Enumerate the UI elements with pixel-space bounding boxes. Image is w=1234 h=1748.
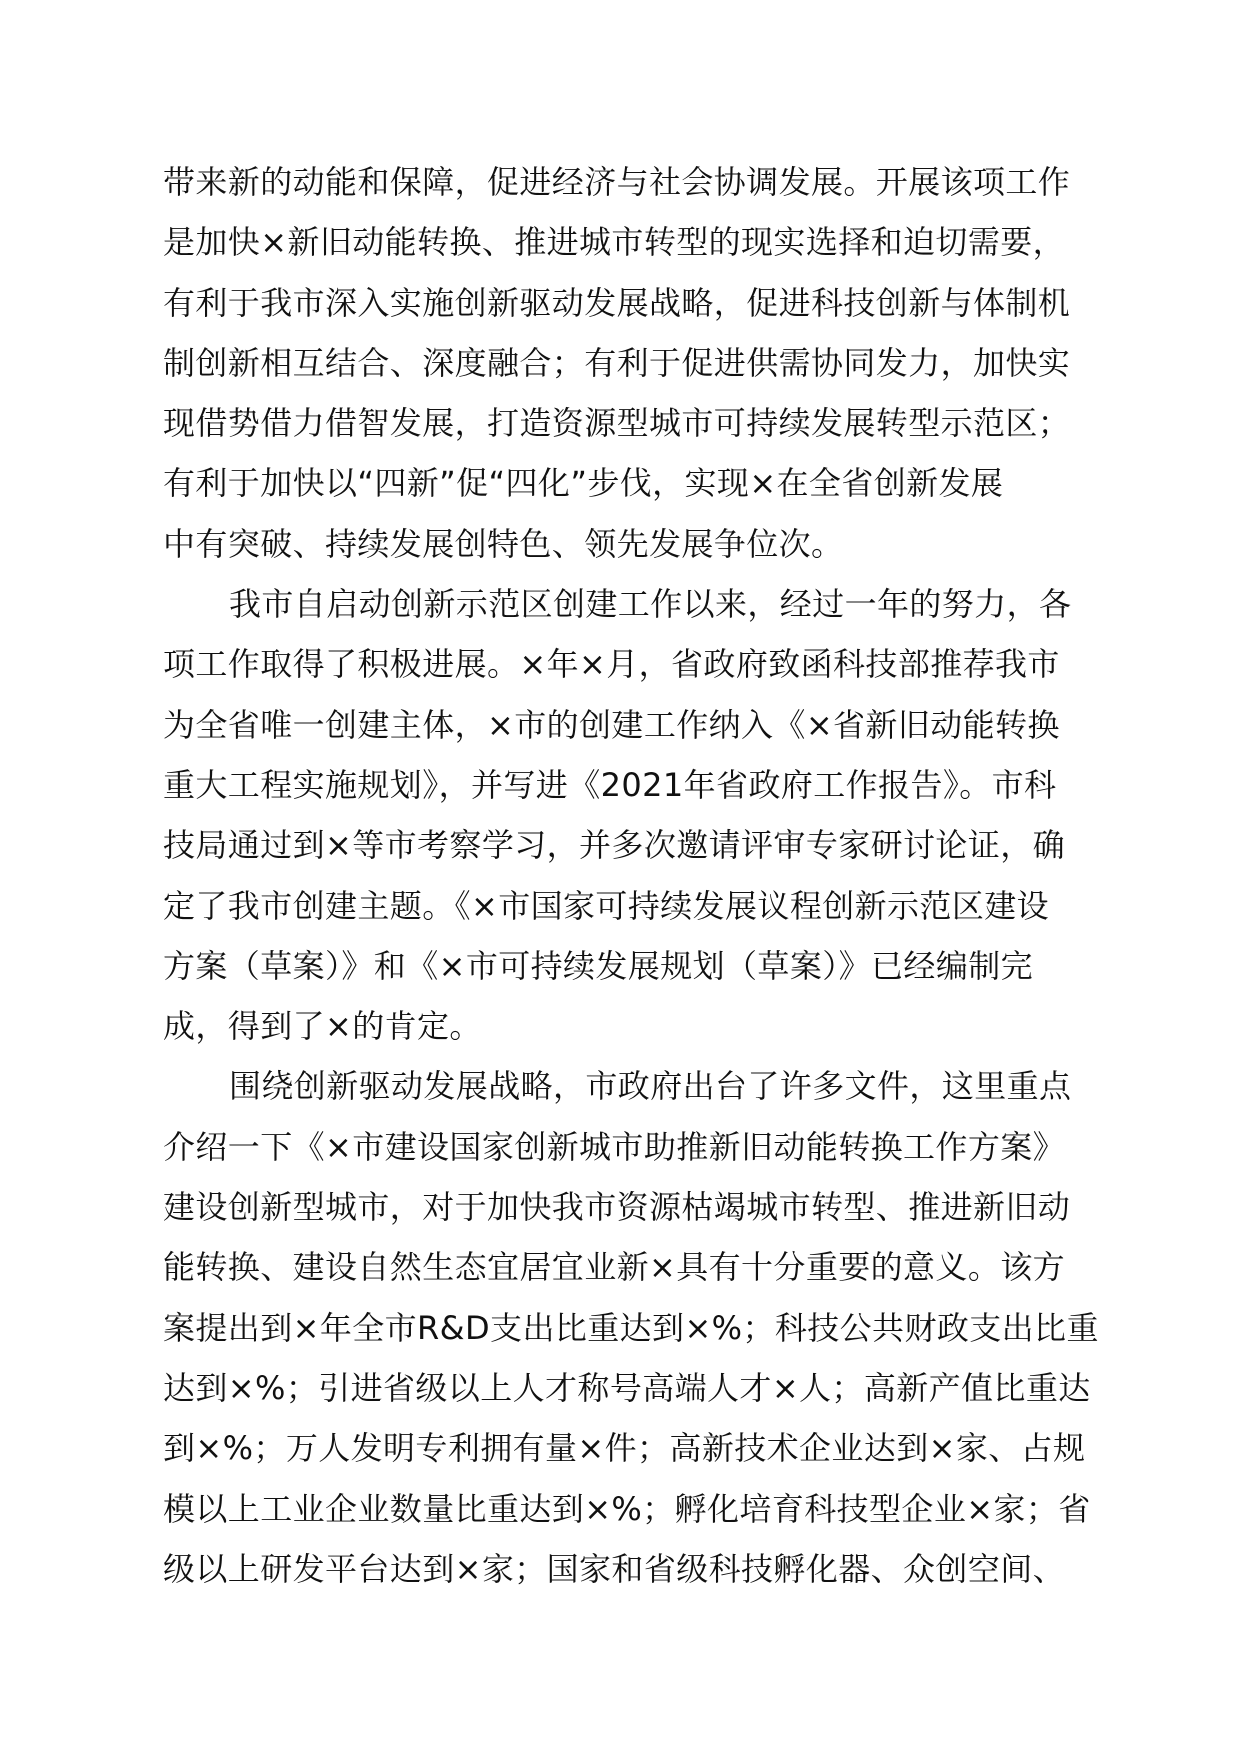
text-line: 案提出到×年全市R&D支出比重达到×%；科技公共财政支出比重	[163, 1308, 1099, 1347]
text-line: 围绕创新驱动发展战略，市政府出台了许多文件，这里重点	[229, 1067, 1072, 1106]
text-line: 技局通过到×等市考察学习，并多次邀请评审专家研讨论证，确	[163, 826, 1066, 865]
text-line: 到×%；万人发明专利拥有量×件；高新技术企业达到×家、占规	[163, 1429, 1086, 1468]
text-line: 项工作取得了积极进展。×年×月，省政府致函科技部推荐我市	[163, 645, 1060, 684]
text-line: 模以上工业企业数量比重达到×%；孵化培育科技型企业×家；省	[163, 1489, 1091, 1528]
text-line: 能转换、建设自然生态宜居宜业新×具有十分重要的意义。该方	[163, 1248, 1066, 1287]
text-line: 方案（草案）》和《×市可持续发展规划（草案）》已经编制完	[163, 946, 1034, 985]
paragraph-3	[163, 1056, 1113, 1599]
text-line: 重大工程实施规划》，并写进《2021年省政府工作报告》。市科	[163, 765, 1057, 804]
text-line: 为全省唯一创建主体，×市的创建工作纳入《×省新旧动能转换	[163, 705, 1060, 744]
text-line: 制创新相互结合、深度融合；有利于促进供需协同发力，加快实	[163, 343, 1071, 382]
text-line: 介绍一下《×市建设国家创新城市助推新旧动能转换工作方案》	[163, 1127, 1066, 1166]
text-line: 我市自启动创新示范区创建工作以来，经过一年的努力，各	[229, 585, 1072, 624]
text-line: 现借势借力借智发展，打造资源型城市可持续发展转型示范区；	[163, 404, 1071, 443]
text-line: 达到×%；引进省级以上人才称号高端人才×人；高新产值比重达	[163, 1368, 1091, 1407]
text-line: 是加快×新旧动能转换、推进城市转型的现实选择和迫切需要，	[163, 223, 1066, 262]
text-line: 有利于加快以“四新”促“四化”步伐，实现×在全省创新发展	[163, 464, 1004, 503]
text-line: 有利于我市深入实施创新驱动发展战略，促进科技创新与体制机	[163, 283, 1071, 322]
text-line: 成，得到了×的肯定。	[163, 1007, 482, 1046]
text-line: 建设创新型城市，对于加快我市资源枯竭城市转型、推进新旧动	[163, 1188, 1071, 1227]
text-line: 中有突破、持续发展创特色、领先发展争位次。	[163, 524, 844, 563]
body-text	[163, 152, 1113, 1599]
text-line: 级以上研发平台达到×家；国家和省级科技孵化器、众创空间、	[163, 1549, 1066, 1588]
text-line: 带来新的动能和保障，促进经济与社会协调发展。开展该项工作	[163, 163, 1071, 201]
paragraph-1	[163, 152, 1113, 574]
text-line: 定了我市创建主题。《×市国家可持续发展议程创新示范区建设	[163, 886, 1050, 925]
paragraph-2	[163, 574, 1113, 1056]
